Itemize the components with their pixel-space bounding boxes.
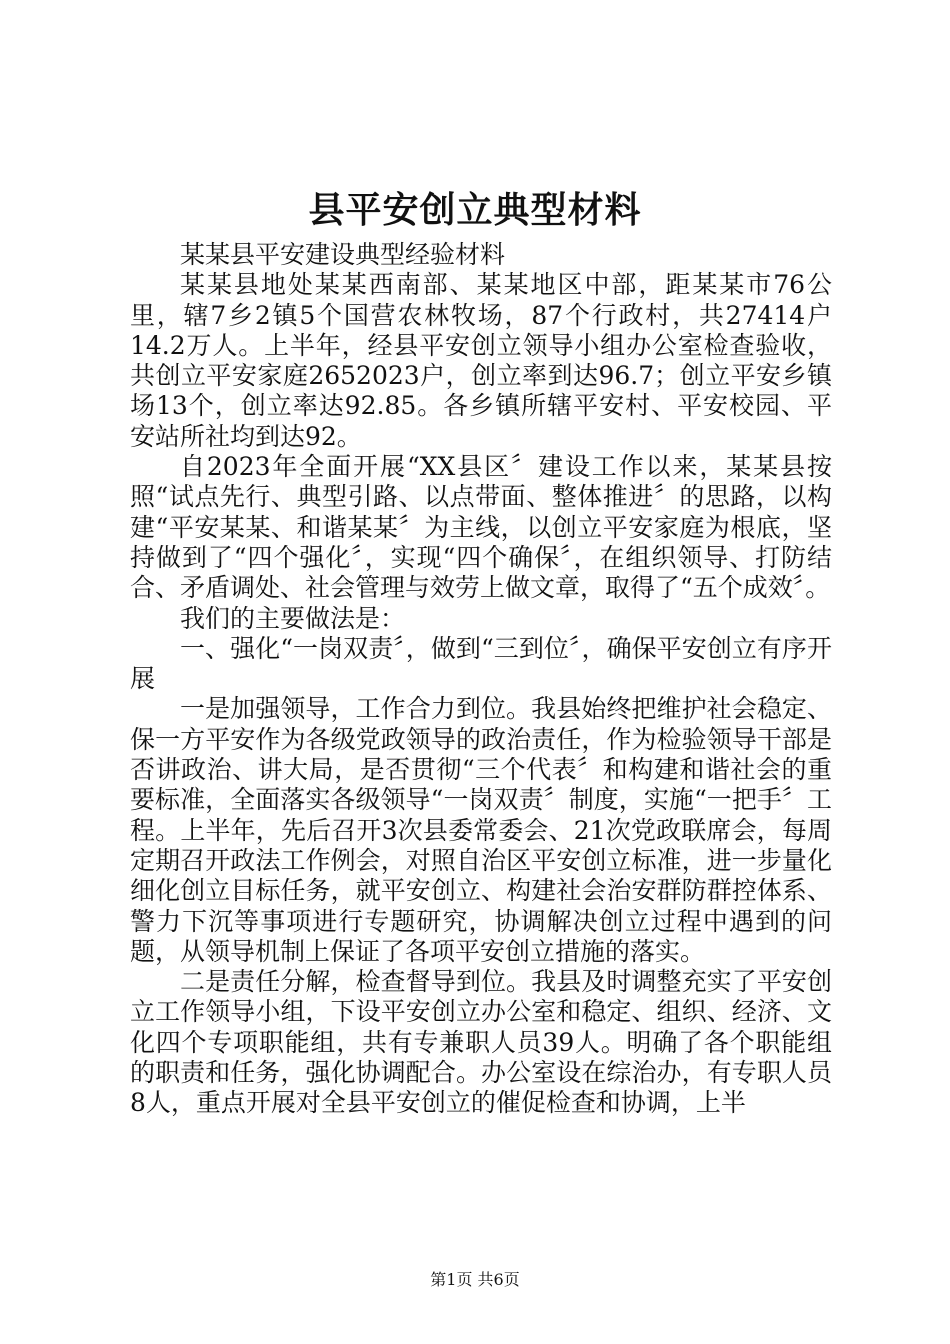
paragraph-responsibility: 二是责任分解，检查督导到位。我县及时调整充实了平安创立工作领导小组，下设平安创立办公室和稳定、组织、经济、文化四个专项职能组，共有专兼职人员39人。明确了各个职能组的职责和任务，强化协调配合。办公室设在综治办，有专职人员8人，重点开展对全县平安创立的催促检查和协调，上半 xyxy=(130,967,832,1118)
paragraph-overview: 某某县地处某某西南部、某某地区中部，距某某市76公里，辖7乡2镇5个国营农林牧场，87个行政村，共27414户14.2万人。上半年，经县平安创立领导小组办公室检查验收，共创立平安家庭2652023户，创立率到达96.7；创立平安乡镇场13个，创立率达92.85。各乡镇所辖平安村、平安校园、平安站所社均到达92。 xyxy=(130,270,832,451)
paragraph-background: 自2023年全面开展“XX县区〞建设工作以来，某某县按照“试点先行、典型引路、以点带面、整体推进〞的思路，以构建“平安某某、和谐某某〞为主线，以创立平安家庭为根底，坚持做到了“四个强化〞，实现“四个确保〞，在组织领导、打防结合、矛盾调处、社会管理与效劳上做文章，取得了“五个成效〞。 xyxy=(130,452,832,603)
paragraph-main-methods: 我们的主要做法是： xyxy=(180,603,406,633)
page-footer: 第1页 共6页 xyxy=(430,1270,520,1289)
document-title: 县平安创立典型材料 xyxy=(308,189,642,231)
document-body xyxy=(130,240,832,1119)
paragraph-leadership: 一是加强领导，工作合力到位。我县始终把维护社会稳定、保一方平安作为各级党政领导的政治责任，作为检验领导干部是否讲政治、讲大局，是否贯彻“三个代表〞和构建和谐社会的重要标准，全面落实各级领导“一岗双责〞制度，实施“一把手〞工程。上半年，先后召开3次县委常委会、21次党政联席会，每周定期召开政法工作例会，对照自治区平安创立标准，进一步量化细化创立目标任务，就平安创立、构建社会治安群防群控体系、警力下沉等事项进行专题研究，协调解决创立过程中遇到的问题，从领导机制上保证了各项平安创立措施的落实。 xyxy=(130,694,832,966)
paragraph-subtitle: 某某县平安建设典型经验材料 xyxy=(180,240,506,269)
section-heading-1: 一、强化“一岗双责〞，做到“三到位〞，确保平安创立有序开展 xyxy=(130,633,832,694)
